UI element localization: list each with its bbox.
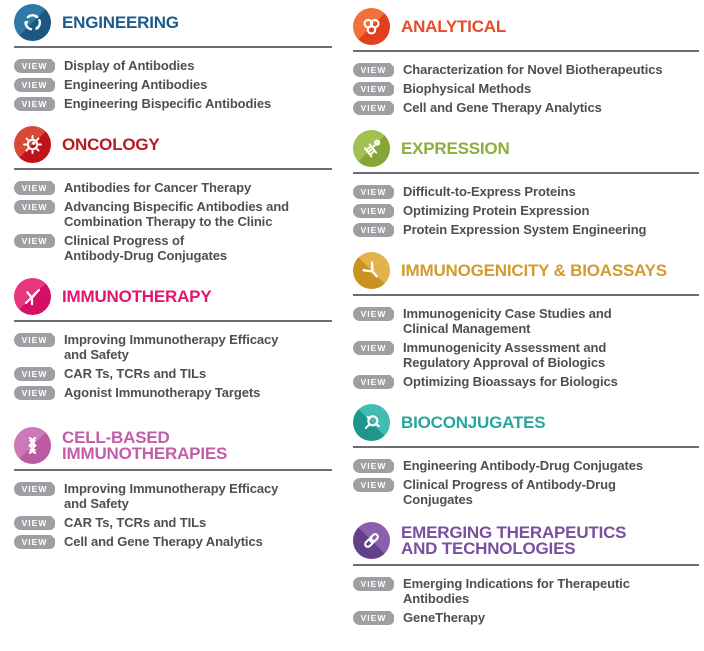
section-header xyxy=(14,4,332,41)
session-row xyxy=(353,610,699,625)
section-title-line: AND TECHNOLOGIES xyxy=(401,538,576,558)
section-divider xyxy=(353,294,699,296)
session-row xyxy=(14,199,332,229)
session-title: CAR Ts, TCRs and TILs xyxy=(64,515,207,530)
view-button[interactable]: VIEW xyxy=(14,386,55,400)
session-row xyxy=(353,62,699,77)
section-title xyxy=(401,522,627,558)
view-button[interactable]: VIEW xyxy=(353,307,394,321)
section-title xyxy=(62,134,160,154)
session-list xyxy=(353,184,699,237)
session-title: Antibodies for Cancer Therapy xyxy=(64,180,252,195)
expression-dna-icon xyxy=(353,130,390,167)
section-title-line: ANALYTICAL xyxy=(401,16,507,36)
molecule-probe-icon xyxy=(353,404,390,441)
section-divider xyxy=(14,46,332,48)
section-divider xyxy=(353,172,699,174)
view-button[interactable]: VIEW xyxy=(353,577,394,591)
section-title-line: IMMUNOGENICITY & BIOASSAYS xyxy=(401,260,667,280)
view-button[interactable]: VIEW xyxy=(353,478,394,492)
cycle-arrows-icon xyxy=(14,4,51,41)
category-section xyxy=(14,427,332,553)
session-title: Clinical Progress of Antibody-Drug Conjugates xyxy=(64,233,227,263)
session-title: Difficult-to-Express Proteins xyxy=(403,184,576,199)
view-button[interactable]: VIEW xyxy=(14,78,55,92)
section-title xyxy=(62,12,179,32)
section-title xyxy=(401,412,546,432)
session-list xyxy=(353,576,699,625)
session-row xyxy=(14,77,332,92)
session-title: Characterization for Novel Biotherapeutics xyxy=(403,62,663,77)
category-section xyxy=(353,522,699,629)
session-row xyxy=(14,332,332,362)
view-button[interactable]: VIEW xyxy=(14,59,55,73)
session-title: CAR Ts, TCRs and TILs xyxy=(64,366,207,381)
session-list xyxy=(353,62,699,115)
section-title-line: CELL-BASED xyxy=(62,427,170,447)
session-title: Immunogenicity Case Studies and Clinical Management xyxy=(403,306,612,336)
section-title-line: IMMUNOTHERAPIES xyxy=(62,443,228,463)
session-row xyxy=(14,534,332,549)
view-button[interactable]: VIEW xyxy=(14,234,55,248)
section-title xyxy=(62,427,228,463)
session-title: Cell and Gene Therapy Analytics xyxy=(403,100,602,115)
session-row xyxy=(14,58,332,73)
session-title: Engineering Bispecific Antibodies xyxy=(64,96,272,111)
view-button[interactable]: VIEW xyxy=(14,181,55,195)
section-header xyxy=(353,404,699,441)
session-title: GeneTherapy xyxy=(403,610,485,625)
view-button[interactable]: VIEW xyxy=(14,482,55,496)
session-list xyxy=(353,458,699,507)
view-button[interactable]: VIEW xyxy=(14,200,55,214)
chain-link-icon xyxy=(353,522,390,559)
section-divider xyxy=(353,446,699,448)
session-title: Improving Immunotherapy Efficacy and Safety xyxy=(64,332,279,362)
session-title: Immunogenicity Assessment and Regulatory Approval of Biologics xyxy=(403,340,607,370)
section-title-line: ONCOLOGY xyxy=(62,134,160,154)
session-title: Protein Expression System Engineering xyxy=(403,222,647,237)
section-header xyxy=(353,252,699,289)
view-button[interactable]: VIEW xyxy=(353,204,394,218)
section-title-line: IMMUNOTHERAPY xyxy=(62,286,212,306)
view-button[interactable]: VIEW xyxy=(353,185,394,199)
session-row xyxy=(14,515,332,530)
view-button[interactable]: VIEW xyxy=(353,82,394,96)
session-title: Emerging Indications for Therapeutic Antibodies xyxy=(403,576,630,606)
section-header xyxy=(353,8,699,45)
session-row xyxy=(353,184,699,199)
session-title: Optimizing Bioassays for Biologics xyxy=(403,374,618,389)
view-button[interactable]: VIEW xyxy=(14,535,55,549)
section-header xyxy=(14,427,332,464)
section-divider xyxy=(14,320,332,322)
view-button[interactable]: VIEW xyxy=(353,341,394,355)
session-title: Advancing Bispecific Antibodies and Combination Therapy to the Clinic xyxy=(64,199,289,229)
section-header xyxy=(14,278,332,315)
antibody-y-icon xyxy=(353,252,390,289)
section-divider xyxy=(353,50,699,52)
column-right xyxy=(353,4,699,640)
category-section xyxy=(353,130,699,241)
session-row xyxy=(14,366,332,381)
section-divider xyxy=(14,168,332,170)
session-row xyxy=(353,458,699,473)
view-button[interactable]: VIEW xyxy=(14,367,55,381)
category-section xyxy=(353,252,699,393)
session-row xyxy=(14,385,332,400)
antibody-slash-icon xyxy=(14,278,51,315)
view-button[interactable]: VIEW xyxy=(14,333,55,347)
session-title: Engineering Antibody-Drug Conjugates xyxy=(403,458,644,473)
session-row xyxy=(353,306,699,336)
session-row xyxy=(14,233,332,263)
section-divider xyxy=(353,564,699,566)
section-divider xyxy=(14,469,332,471)
session-title: Optimizing Protein Expression xyxy=(403,203,590,218)
section-title-line: BIOCONJUGATES xyxy=(401,412,546,432)
session-row xyxy=(353,576,699,606)
session-list xyxy=(14,180,332,263)
session-row xyxy=(353,477,699,507)
section-title xyxy=(62,286,212,306)
session-row xyxy=(353,203,699,218)
view-button[interactable]: VIEW xyxy=(14,97,55,111)
session-row xyxy=(14,96,332,111)
view-button[interactable]: VIEW xyxy=(353,459,394,473)
view-button[interactable]: VIEW xyxy=(353,63,394,77)
category-section xyxy=(353,8,699,119)
section-title-line: ENGINEERING xyxy=(62,12,179,32)
section-title-line: EXPRESSION xyxy=(401,138,510,158)
session-row xyxy=(353,100,699,115)
view-button[interactable]: VIEW xyxy=(353,223,394,237)
session-list xyxy=(14,481,332,549)
session-title: Biophysical Methods xyxy=(403,81,532,96)
session-title: Cell and Gene Therapy Analytics xyxy=(64,534,263,549)
session-row xyxy=(14,481,332,511)
section-title xyxy=(401,260,667,280)
category-section xyxy=(14,278,332,404)
molecule-cluster-icon xyxy=(353,8,390,45)
session-row xyxy=(353,374,699,389)
column-left xyxy=(14,4,332,640)
section-header xyxy=(14,126,332,163)
session-list xyxy=(14,332,332,400)
view-button[interactable]: VIEW xyxy=(353,101,394,115)
session-title: Improving Immunotherapy Efficacy and Safety xyxy=(64,481,279,511)
section-title xyxy=(401,16,507,36)
section-header xyxy=(353,130,699,167)
session-list xyxy=(353,306,699,389)
section-title-line: EMERGING THERAPEUTICS xyxy=(401,522,627,542)
session-row xyxy=(353,81,699,96)
session-title: Engineering Antibodies xyxy=(64,77,208,92)
section-header xyxy=(353,522,699,559)
category-section xyxy=(14,126,332,267)
cancer-cell-icon xyxy=(14,126,51,163)
view-button[interactable]: VIEW xyxy=(353,375,394,389)
category-section xyxy=(353,404,699,511)
view-button[interactable]: VIEW xyxy=(14,516,55,530)
session-row xyxy=(14,180,332,195)
category-section xyxy=(14,4,332,115)
session-row xyxy=(353,222,699,237)
session-row xyxy=(353,340,699,370)
session-list xyxy=(14,58,332,111)
session-title: Display of Antibodies xyxy=(64,58,195,73)
session-title: Agonist Immunotherapy Targets xyxy=(64,385,261,400)
section-title xyxy=(401,138,510,158)
dna-helix-icon xyxy=(14,427,51,464)
session-title: Clinical Progress of Antibody-Drug Conjugates xyxy=(403,477,616,507)
view-button[interactable]: VIEW xyxy=(353,611,394,625)
